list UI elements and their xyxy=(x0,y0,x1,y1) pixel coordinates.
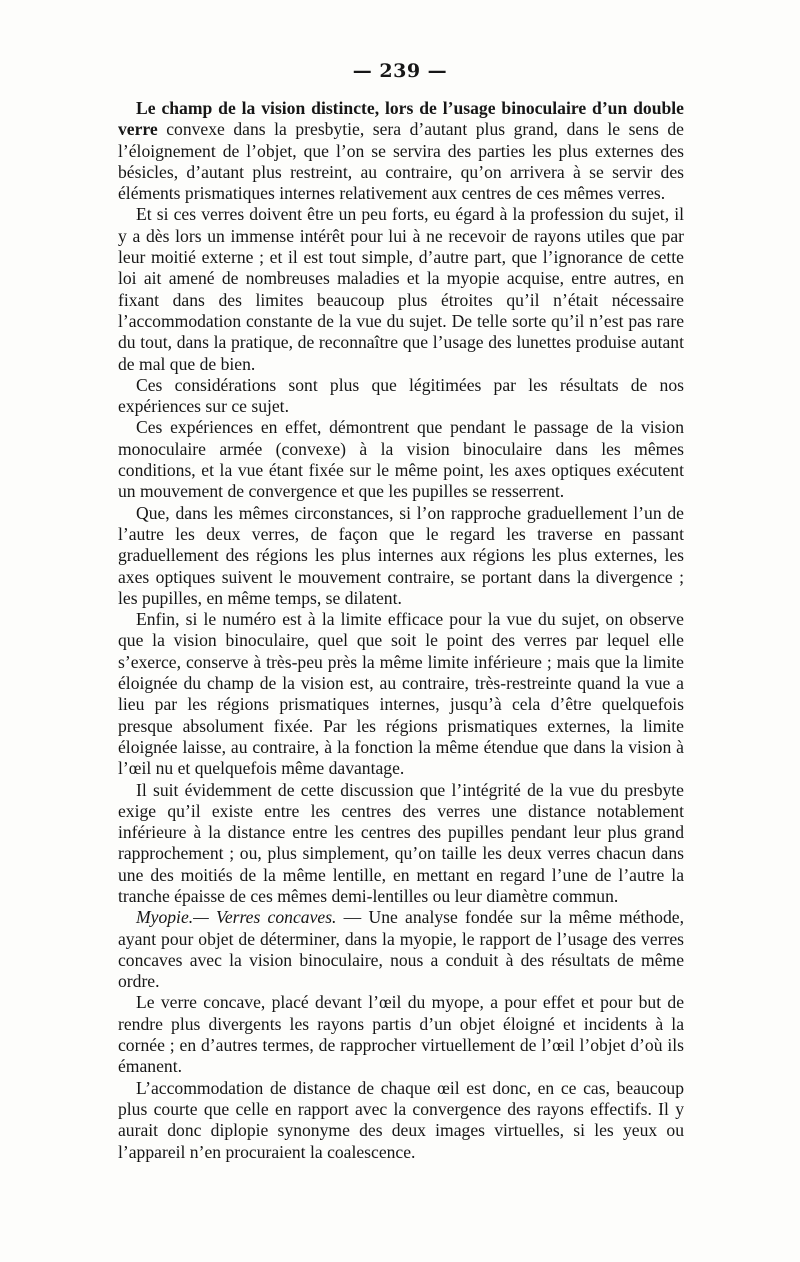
paragraph-2: Et si ces verres doivent être un peu forts, eu égard à la profession du sujet, il y a dès lors un immense intérêt pour lui à ne recevoir de rayons utiles que par leur moitié externe ; et il est tout simple, d’autre part, que l’ignorance de cette loi ait amené de nombreuses maladies et la myopie acquise, entre autres, en fixant dans des limites beaucoup plus étroites qu’il n’était nécessaire l’accommodation constante de la vue du sujet. De telle sorte qu’il n’est pas rare du tout, dans la pratique, de reconnaître que l’usage des lunettes produise autant de mal que de bien. xyxy=(118,204,684,374)
paragraph-5: Que, dans les mêmes circonstances, si l’on rapproche graduellement l’un de l’autre les deux verres, de façon que le regard les traverse en passant graduellement des régions les plus internes aux régions les plus externes, les axes optiques suivent le mouvement contraire, se portant dans la divergence ; les pupilles, en même temps, se dilatent. xyxy=(118,502,684,608)
paragraph-4: Ces expériences en effet, démontrent que pendant le passage de la vision monoculaire armée (convexe) à la vision binoculaire dans les mêmes conditions, et la vue étant fixée sur le même point, les axes optiques exécutent un mouvement de convergence et que les pupilles se resserrent. xyxy=(118,417,684,502)
paragraph-1-text: convexe dans la presbytie, sera d’autant plus grand, dans le sens de l’éloignement de l’objet, que l’on se servira des parties les plus externes des bésicles, d’autant plus restreint, au contraire, qu’on arrivera à se servir des éléments prismatiques internes relativement aux centres de ces mêmes verres. xyxy=(118,119,684,204)
paragraph-7: Il suit évidemment de cette discussion que l’intégrité de la vue du presbyte exige qu’il existe entre les centres des verres une distance notablement inférieure à la distance entre les centres des pupilles pendant leur plus grand rapprochement ; ou, plus simplement, qu’on taille les deux verres chacun dans une des moitiés de la même lentille, en mettant en regard l’une de l’autre la tranche épaisse de ces mêmes demi-lentilles ou leur diamètre commun. xyxy=(118,779,684,906)
body-text xyxy=(118,98,684,1163)
section-heading-myopie: Myopie.— Verres concaves. xyxy=(136,907,337,928)
paragraph-3: Ces considérations sont plus que légitimées par les résultats de nos expériences sur ce sujet. xyxy=(118,374,684,417)
paragraph-9: Le verre concave, placé devant l’œil du myope, a pour effet et pour but de rendre plus divergents les rayons partis d’un objet éloigné et incidents à la cornée ; en d’autres termes, de rapprocher virtuellement de l’œil l’objet d’où ils émanent. xyxy=(118,992,684,1077)
paragraph-8-text: — Une analyse fondée sur la même méthode, ayant pour objet de déterminer, dans la myopie, le rapport de l’usage des verres concaves avec la vision binoculaire, nous a conduit à des résultats de même ordre. xyxy=(118,907,684,992)
paragraph-6: Enfin, si le numéro est à la limite efficace pour la vue du sujet, on observe que la vision binoculaire, quel que soit le point des verres par lequel elle s’exerce, conserve à très-peu près la même limite inférieure ; mais que la limite éloignée du champ de la vision est, au contraire, très-restreinte quand la vue a lieu par les régions prismatiques internes, jusqu’à cela d’être quelquefois presque absolument fixée. Par les régions prismatiques externes, la limite éloignée laisse, au contraire, à la fonction la même étendue que dans la vision à l’œil nu et quelquefois même davantage. xyxy=(118,609,684,779)
paragraph-1-lead: Le champ de la vision distincte, lors de l’usage binoculaire d’un double verre xyxy=(118,98,684,140)
paragraph-8 xyxy=(118,907,684,992)
paragraph-1 xyxy=(118,98,684,204)
paragraph-10: L’accommodation de distance de chaque œil est donc, en ce cas, beaucoup plus courte que celle en rapport avec la convergence des rayons effectifs. Il y aurait donc diplopie synonyme des deux images virtuelles, si les yeux ou l’appareil n’en procuraient la coalescence. xyxy=(118,1077,684,1162)
page-number: — 239 — xyxy=(352,60,448,82)
